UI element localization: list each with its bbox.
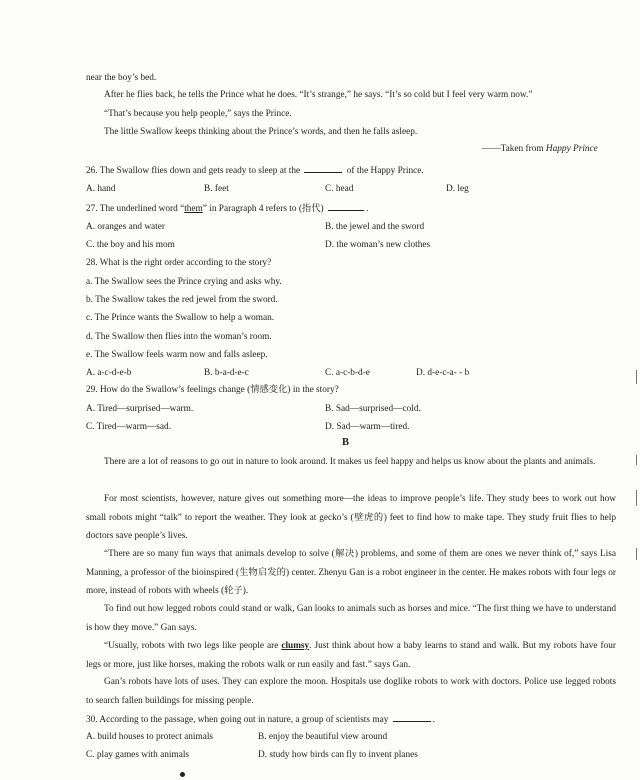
question-30-stem: 30. According to the passage, when going out in nature, a group of scientists may .: [86, 715, 435, 725]
passage-line: After he flies back, he tells the Prince what he does. “It’s strange,” he says. “It’s so cold but I feel very warm now.”: [104, 90, 533, 100]
order-item: a. The Swallow sees the Prince crying and asks why.: [86, 277, 282, 287]
paragraph-4: To find out how legged robots could stand or walk, Gan looks to animals such as horses and mice. “The first thing we have to understand is how they move.” Gan says.: [86, 604, 616, 633]
order-item: d. The Swallow then flies into the woman’s room.: [86, 332, 272, 342]
answer-blank: [304, 164, 342, 173]
passage-line: The little Swallow keeps thinking about the Prince’s words, and then he falls asleep.: [104, 127, 418, 137]
option-a: A. build houses to protect animals: [86, 732, 214, 742]
source-title: Happy Prince: [545, 144, 598, 154]
underlined-word: clumsy: [281, 641, 310, 651]
paragraph-6: Gan’s robots have lots of uses. They can explore the moon. Hospitals use doglike robots to work with doctors. Police use legged robots to search fallen buildings for missing people.: [86, 677, 616, 706]
paragraph-2: For most scientists, however, nature gives out something more—the ideas to improve people’s life. They study bees to work out how small robots might “talk” to report the weather. They look at gecko’s (壁虎的) feet to find how to make tape. They study fruit flies to help doctors save people’s lives.: [86, 494, 616, 541]
option-a: A. Tired—surprised—warm.: [86, 404, 194, 414]
paragraph-5: “Usually, robots with two legs like people are clumsy. Just think about how a baby learns to stand and walk. But my robots have four legs or more, just like horses, making the robots walk or run easily and fast.” says Gan.: [86, 641, 617, 670]
option-b: B. feet: [204, 184, 229, 194]
option-c: C. a-c-b-d-e: [325, 368, 370, 378]
option-b: B. Sad—surprised—cold.: [325, 404, 421, 414]
option-d: D. Sad—warm—tired.: [325, 422, 410, 432]
order-item: b. The Swallow takes the red jewel from the sword.: [86, 295, 278, 305]
answer-blank: [393, 713, 431, 722]
scan-edge-mark: [636, 455, 637, 465]
scan-edge-mark: [636, 548, 637, 560]
underlined-word: them: [184, 204, 203, 214]
paragraph-1: There are a lot of reasons to go out in nature to look around. It makes us feel happy and helps us know about the plants and animals.: [104, 457, 596, 467]
answer-blank: [328, 202, 364, 211]
option-b: B. enjoy the beautiful view around: [258, 732, 388, 742]
option-b: B. the jewel and the sword: [325, 222, 425, 232]
option-a: A. oranges and water: [86, 222, 165, 232]
question-27-stem: 27. The underlined word “them” in Paragraph 4 refers to (指代) .: [86, 204, 369, 214]
option-c: C. play games with animals: [86, 750, 190, 760]
order-item: c. The Prince wants the Swallow to help a woman.: [86, 313, 275, 323]
scan-edge-mark: [636, 490, 637, 506]
source-citation: ——Taken from Happy Prince: [482, 144, 598, 154]
option-b: B. b-a-d-e-c: [204, 368, 249, 378]
option-d: D. leg: [446, 184, 469, 194]
option-d: D. the woman’s new clothes: [325, 240, 431, 250]
section-heading: B: [342, 437, 350, 448]
option-a: A. hand: [86, 184, 116, 194]
scan-edge-mark: [636, 370, 637, 384]
question-26-stem: 26. The Swallow flies down and gets ready to sleep at the of the Happy Prince.: [86, 166, 424, 176]
option-c: C. the boy and his mom: [86, 240, 175, 250]
question-28-stem: 28. What is the right order according to the story?: [86, 258, 272, 268]
option-c: C. Tired—warm—sad.: [86, 422, 171, 432]
scan-dot: [180, 772, 185, 777]
option-c: C. head: [325, 184, 354, 194]
paragraph-3: “There are so many fun ways that animals develop to solve (解决) problems, and some of them are ones we never think of,” says Lisa Manning, a professor of the bioinspired (生物启发的) center. Zhenyu Gan is a robot engineer in the center. He makes robots with four legs or more, instead of robots with wheels (轮子).: [86, 549, 616, 596]
order-item: e. The Swallow feels warm now and falls asleep.: [86, 350, 268, 360]
option-d: D. d-e-c-a- - b: [416, 368, 470, 378]
question-29-stem: 29. How do the Swallow’s feelings change (情感变化) in the story?: [86, 385, 339, 395]
option-a: A. a-c-d-e-b: [86, 368, 132, 378]
passage-line: near the boy’s bed.: [86, 73, 157, 83]
option-d: D. study how birds can fly to invent planes: [258, 750, 418, 760]
passage-line: “That’s because you help people,” says the Prince.: [104, 109, 292, 119]
